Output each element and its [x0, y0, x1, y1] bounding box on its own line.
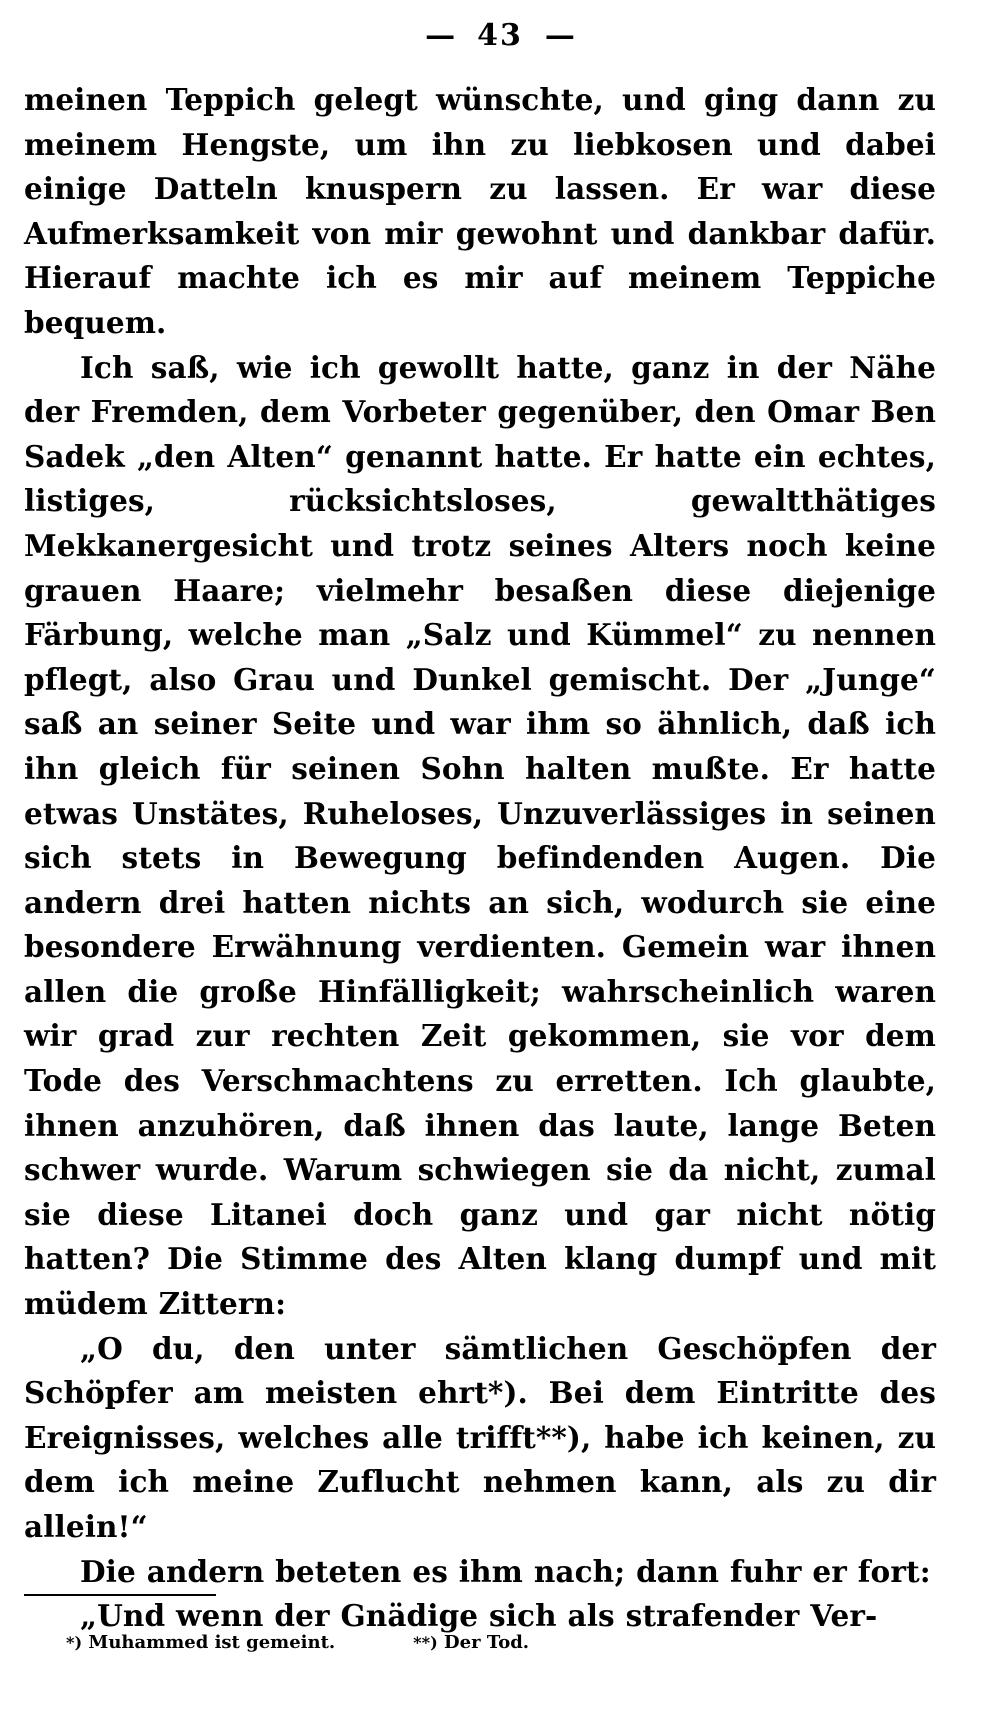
- body-text: [24, 78, 936, 1639]
- footnote-area: [24, 1630, 936, 1656]
- page-number: 43: [477, 18, 523, 53]
- paragraph-2: Ich saß, wie ich gewollt hatte, ganz in der Nähe der Fremden, dem Vorbeter gegenüber, den Omar Ben Sadek „den Alten“ genannt hatte. Er hatte ein echtes, listiges, rücksichtsloses, gewaltthätiges Mekkanergesicht und trotz seines Alters noch keine grauen Haare; vielmehr besaßen diese diejenige Färbung, welche man „Salz und Kümmel“ zu nennen pflegt, also Grau und Dunkel gemischt. Der „Junge“ saß an seiner Seite und war ihm so ähnlich, daß ich ihn gleich für seinen Sohn halten mußte. Er hatte etwas Unstätes, Ruheloses, Unzuverlässiges in seinen sich stets in Bewegung befindenden Augen. Die andern drei hatten nichts an sich, wodurch sie eine besondere Erwähnung verdienten. Gemein war ihnen allen die große Hinfälligkeit; wahrscheinlich waren wir grad zur rechten Zeit gekommen, sie vor dem Tode des Verschmachtens zu erretten. Ich glaubte, ihnen anzuhören, daß ihnen das laute, lange Beten schwer wurde. Warum schwiegen sie da nicht, zumal sie diese Litanei doch ganz und gar nicht nötig hatten? Die Stimme des Alten klang dumpf und mit müdem Zittern:: [24, 349, 936, 1322]
- footnote-1-marker: *): [66, 1633, 83, 1652]
- paragraph-5: „Und wenn der Gnädige sich als strafender Ver-: [80, 1598, 878, 1634]
- footnote-1-text: Muhammed ist gemeint.: [88, 1632, 336, 1653]
- footnote-1: [66, 1630, 335, 1656]
- footnote-2: [413, 1630, 529, 1656]
- paragraph-3: „O du, den unter sämtlichen Geschöpfen der Schöpfer am meisten ehrt*). Bei dem Eintritte des Ereignisses, welches alle trifft**), habe ich keinen, zu dem ich meine Zuflucht nehmen kann, als zu dir allein!“: [24, 1330, 936, 1544]
- page-header: [0, 10, 1000, 62]
- paragraph-1: meinen Teppich gelegt wünschte, und ging dann zu meinem Hengste, um ihn zu liebkosen und dabei einige Datteln knuspern zu lassen. Er war diese Aufmerksamkeit von mir gewohnt und dankbar dafür. Hierauf machte ich es mir auf meinem Teppiche bequem.: [24, 82, 936, 340]
- footnote-2-text: Der Tod.: [444, 1632, 530, 1653]
- header-dash-left: —: [425, 18, 456, 53]
- footnote-separator: [24, 1594, 216, 1596]
- header-dash-right: —: [544, 18, 575, 53]
- paragraph-4: Die andern beteten es ihm nach; dann fuhr er fort:: [80, 1553, 931, 1589]
- footnote-2-marker: **): [413, 1633, 438, 1652]
